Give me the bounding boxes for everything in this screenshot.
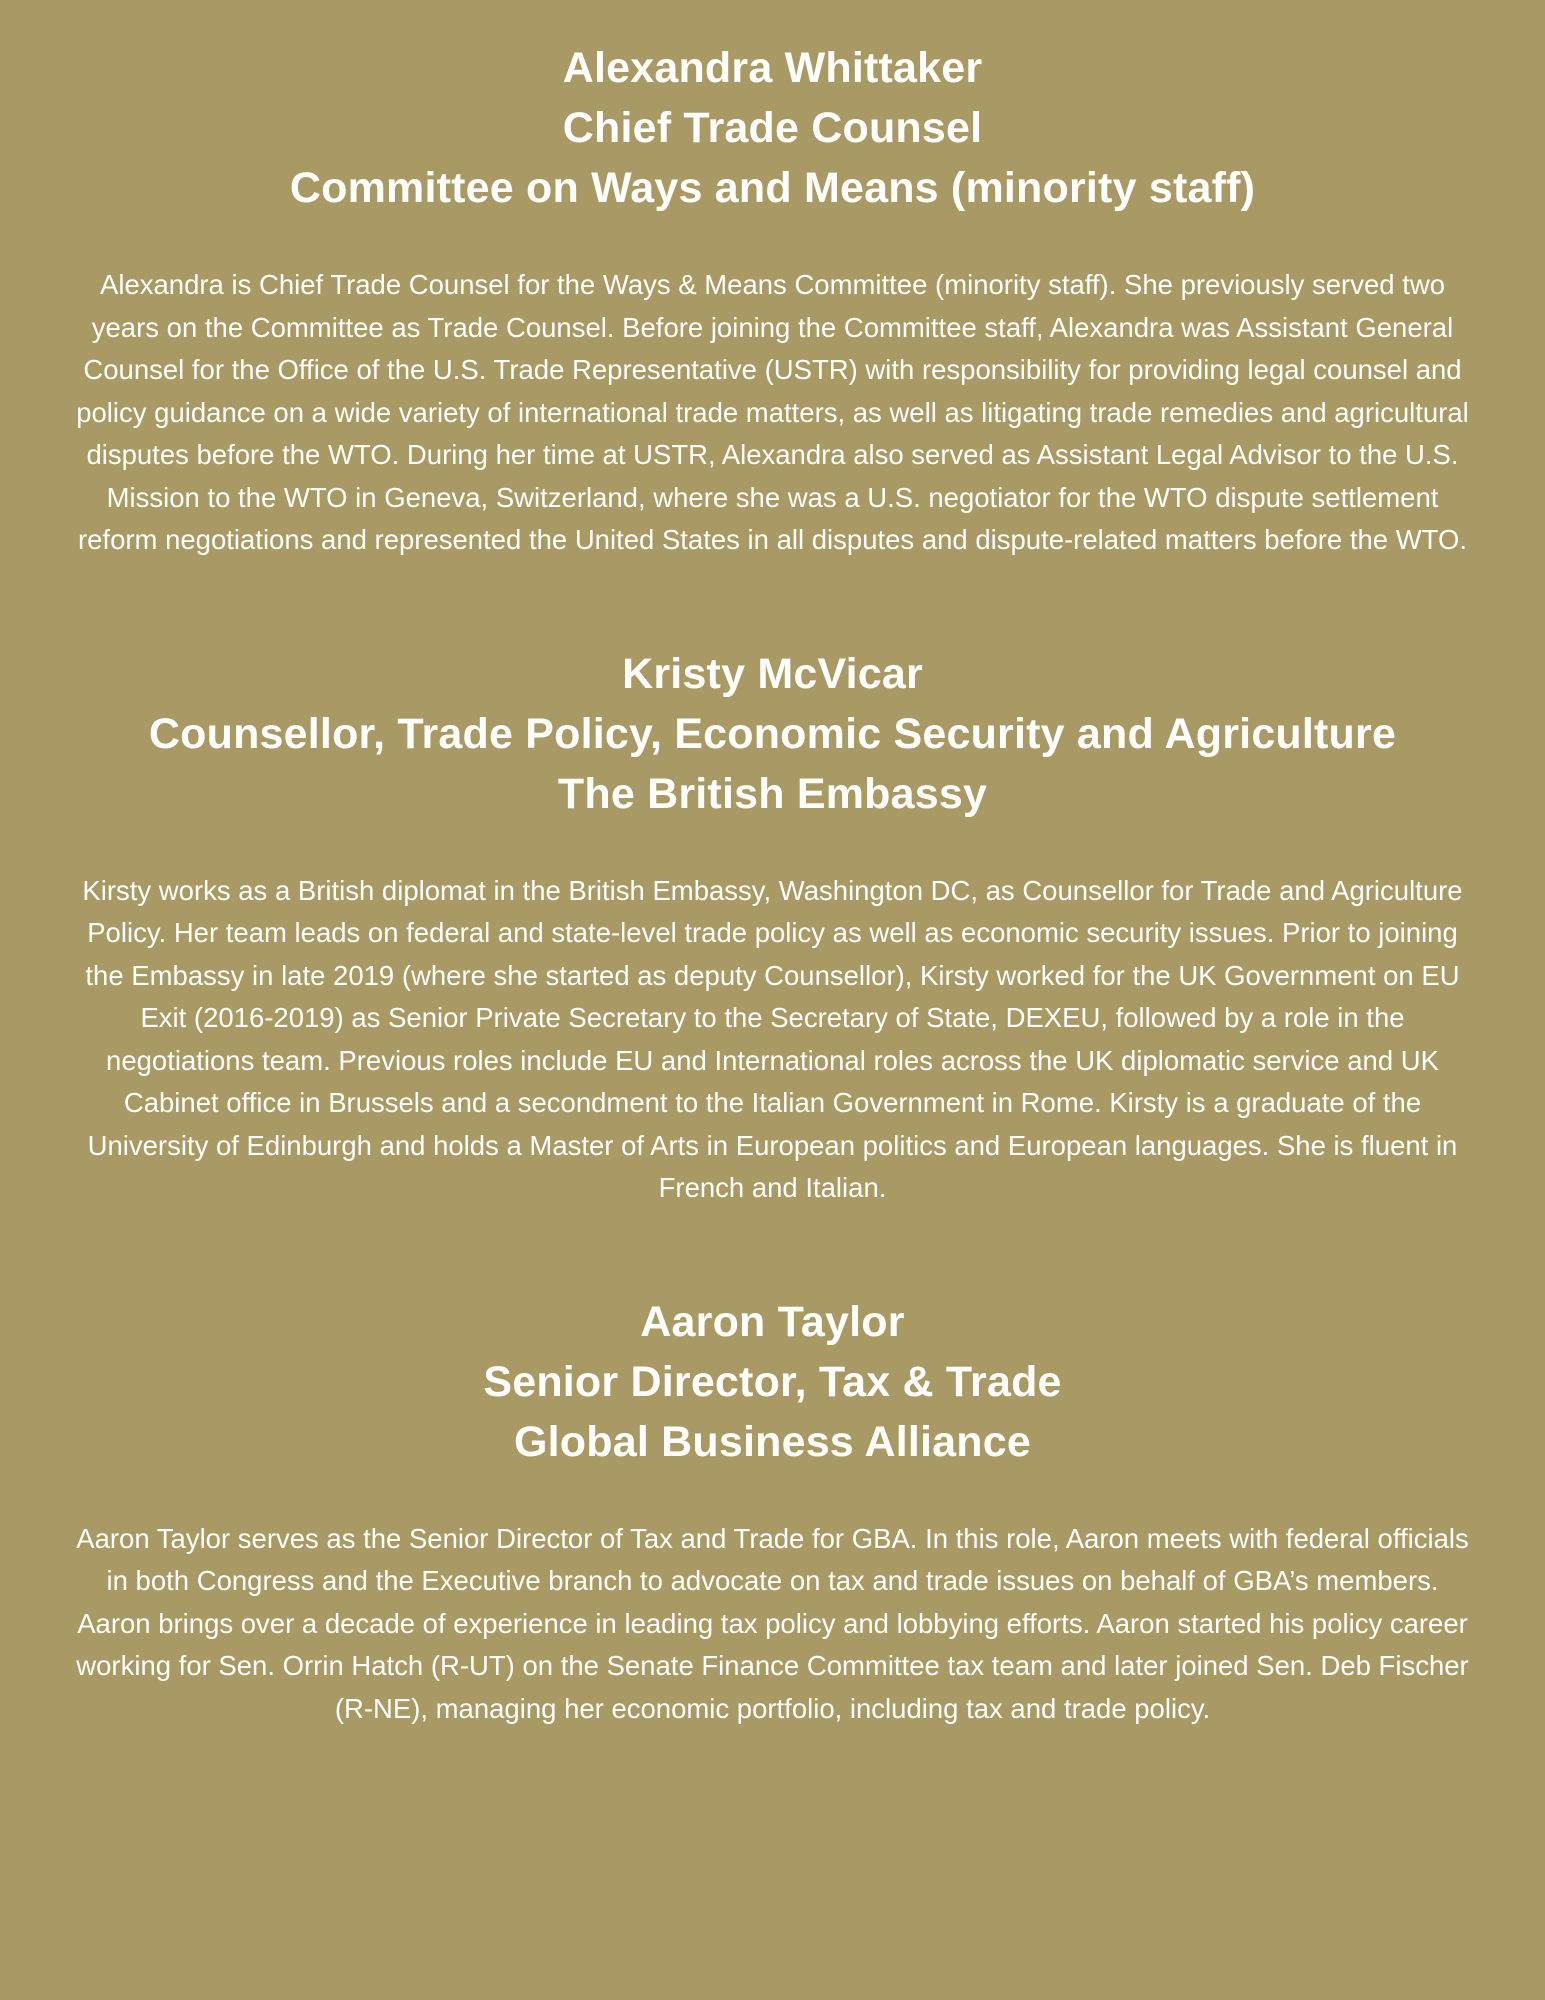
bio-heading <box>43 644 1503 824</box>
bio-heading <box>43 1292 1503 1472</box>
bio-text: Alexandra is Chief Trade Counsel for the Ways & Means Committee (minority staff). She previously served two years on the Committee as Trade Counsel. Before joining the Committee staff, Alexandra was Assistant General Counsel for the Office of the U.S. Trade Representative (USTR) with responsibility for providing legal counsel and policy guidance on a wide variety of international trade matters, as well as litigating trade remedies and agricultural disputes before the WTO. During her time at USTR, Alexandra also served as Assistant Legal Advisor to the U.S. Mission to the WTO in Geneva, Switzerland, where she was a U.S. negotiator for the WTO dispute settlement reform negotiations and represented the United States in all disputes and dispute-related matters before the WTO. <box>76 269 1469 555</box>
bio-text: Aaron Taylor serves as the Senior Director of Tax and Trade for GBA. In this role, Aaron meets with federal officials in both Congress and the Executive branch to advocate on tax and trade issues on behalf of GBA’s members. Aaron brings over a decade of experience in leading tax policy and lobbying efforts. Aaron started his policy career working for Sen. Orrin Hatch (R-UT) on the Senate Finance Committee tax team and later joined Sen. Deb Fischer (R-NE), managing her economic portfolio, including tax and trade policy. <box>76 1522 1469 1724</box>
bio-section-kristy-mcvicar <box>43 644 1503 1210</box>
person-org: The British Embassy <box>557 769 988 818</box>
bio-heading <box>43 38 1503 218</box>
bio-section-alexandra-whittaker <box>43 38 1503 562</box>
bio-section-aaron-taylor <box>43 1292 1503 1731</box>
bio-text: Kirsty works as a British diplomat in the British Embassy, Washington DC, as Counsellor for Trade and Agriculture Policy. Her team leads on federal and state-level trade policy as well as economic security issues. Prior to joining the Embassy in late 2019 (where she started as deputy Counsellor), Kirsty worked for the UK Government on EU Exit (2016-2019) as Senior Private Secretary to the Secretary of State, DEXEU, followed by a role in the negotiations team. Previous roles include EU and International roles across the UK diplomatic service and UK Cabinet office in Brussels and a secondment to the Italian Government in Rome. Kirsty is a graduate of the University of Edinburgh and holds a Master of Arts in European politics and European languages. She is fluent in French and Italian. <box>82 874 1463 1203</box>
person-name: Alexandra Whittaker <box>562 44 983 92</box>
person-org: Global Business Alliance <box>514 1417 1031 1466</box>
person-name: Kristy McVicar <box>622 649 923 698</box>
person-title: Senior Director, Tax & Trade <box>483 1357 1062 1406</box>
person-title: Chief Trade Counsel <box>562 104 983 152</box>
person-name: Aaron Taylor <box>640 1297 905 1346</box>
person-org: Committee on Ways and Means (minority staff) <box>289 164 1256 212</box>
person-title: Counsellor, Trade Policy, Economic Security and Agriculture <box>148 709 1397 758</box>
